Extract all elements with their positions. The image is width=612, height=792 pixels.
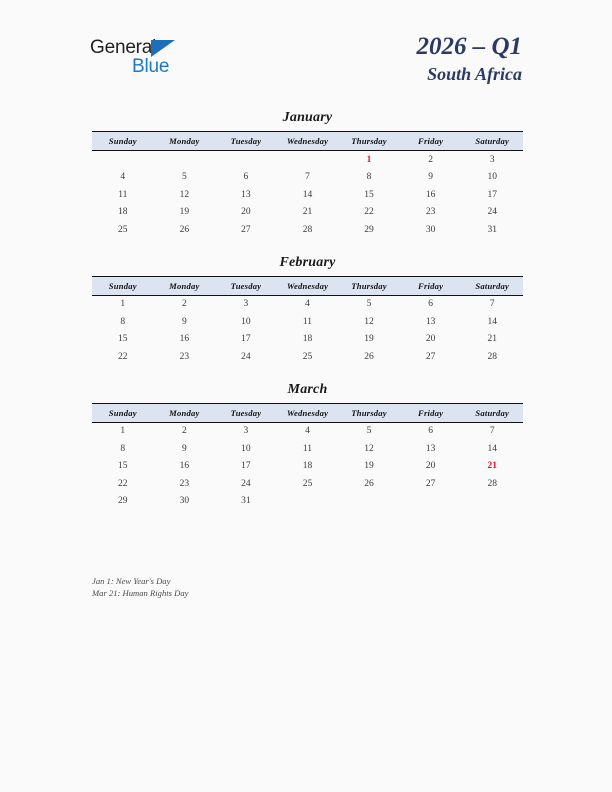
day-cell[interactable]: 14 [487,443,497,454]
day-cell[interactable]: 6 [428,426,433,437]
day-cell[interactable]: 27 [241,224,251,235]
day-cell[interactable]: 9 [428,172,433,183]
weekday-header-wednesday: Wednesday [277,132,339,151]
month-table [92,131,523,239]
holiday-note: Jan 1: New Year's Day [92,576,171,586]
week-row [92,169,523,187]
holiday-note: Mar 21: Human Rights Day [92,588,189,598]
region-title: South Africa [427,64,522,84]
month-block [92,110,523,239]
day-cell[interactable]: 18 [118,207,128,218]
month-name: February [279,254,336,270]
day-cell[interactable]: 19 [364,334,374,345]
weekday-header-wednesday: Wednesday [277,276,339,295]
day-cell[interactable]: 12 [364,443,374,454]
day-cell[interactable]: 10 [241,443,251,454]
month-table [92,403,523,511]
day-cell[interactable]: 26 [179,224,190,235]
weekday-header-friday: Friday [400,276,462,295]
day-cell[interactable]: 11 [302,443,313,454]
week-row [92,221,523,239]
day-cell[interactable]: 25 [118,224,128,235]
month-name: March [287,381,328,397]
day-cell[interactable]: 18 [302,461,313,472]
day-cell[interactable]: 9 [181,443,187,454]
calendar-months [92,110,523,526]
day-cell[interactable]: 8 [120,443,126,454]
day-cell[interactable]: 11 [302,316,313,327]
month-name: January [282,110,333,125]
day-cell[interactable]: 7 [305,172,310,183]
day-cell[interactable]: 19 [364,461,374,472]
weekday-header-row [92,132,523,151]
day-cell[interactable]: 30 [425,224,436,235]
day-cell[interactable]: 29 [118,496,128,507]
weekday-header-saturday: Saturday [461,403,523,422]
day-cell[interactable]: 11 [118,189,128,200]
day-cell[interactable]: 8 [366,172,372,183]
day-cell[interactable]: 28 [302,224,313,235]
quarter-title: 2026 – Q1 [416,33,522,60]
day-cell-empty [277,493,339,511]
day-cell[interactable]: 5 [366,299,372,310]
weekday-header-friday: Friday [400,132,462,151]
day-cell[interactable]: 16 [179,334,190,345]
week-row [92,458,523,476]
day-cell[interactable]: 28 [487,478,497,489]
day-cell-holiday[interactable]: 21 [487,461,497,472]
day-cell[interactable]: 10 [487,172,497,183]
day-cell[interactable]: 3 [243,426,249,437]
weekday-header-monday: Monday [154,403,216,422]
week-row [92,422,523,440]
day-cell[interactable]: 25 [302,478,313,489]
day-cell[interactable]: 17 [241,334,251,345]
day-cell[interactable]: 7 [489,426,495,437]
day-cell[interactable]: 21 [302,207,313,218]
day-cell[interactable]: 20 [425,334,436,345]
weekday-header-sunday: Sunday [92,403,154,422]
day-cell[interactable]: 7 [489,299,495,310]
day-cell[interactable]: 3 [489,154,495,165]
weekday-header-saturday: Saturday [461,132,523,151]
weekday-header-thursday: Thursday [338,276,400,295]
week-row [92,151,523,169]
day-cell[interactable]: 15 [364,189,374,200]
logo-word-blue: Blue [132,56,170,77]
day-cell-empty [154,151,216,169]
weekday-header-row [92,276,523,295]
day-cell[interactable]: 24 [241,351,251,362]
day-cell[interactable]: 20 [425,461,436,472]
weekday-header-monday: Monday [154,276,216,295]
holiday-notes [92,575,492,599]
day-cell[interactable]: 22 [118,478,128,489]
weekday-header-tuesday: Tuesday [215,132,277,151]
weekday-header-tuesday: Tuesday [215,403,277,422]
day-cell[interactable]: 23 [179,478,190,489]
day-cell[interactable]: 31 [241,496,251,507]
weekday-header-sunday: Sunday [92,276,154,295]
month-block [92,382,523,511]
week-row [92,348,523,366]
logo-word-general: General [90,37,157,58]
week-row [92,186,523,204]
day-cell[interactable]: 22 [364,207,374,218]
day-cell[interactable]: 13 [425,316,436,327]
day-cell[interactable]: 28 [487,351,497,362]
triangle-right-icon [151,40,175,57]
weekday-header-sunday: Sunday [92,132,154,151]
weekday-header-friday: Friday [400,403,462,422]
day-cell-holiday[interactable]: 1 [366,154,372,165]
day-cell[interactable]: 25 [302,351,313,362]
day-cell[interactable]: 18 [302,334,313,345]
week-row [92,440,523,458]
general-blue-logo[interactable] [90,38,220,84]
day-cell[interactable]: 17 [241,461,251,472]
day-cell[interactable]: 20 [241,207,251,218]
day-cell[interactable]: 27 [425,351,436,362]
day-cell[interactable]: 1 [120,426,126,437]
week-row [92,313,523,331]
day-cell[interactable]: 4 [305,426,310,437]
day-cell[interactable]: 23 [179,351,190,362]
day-cell[interactable]: 24 [241,478,251,489]
day-cell-empty [461,493,523,511]
week-row [92,295,523,313]
week-row [92,204,523,222]
day-cell[interactable]: 16 [179,461,190,472]
day-cell[interactable]: 30 [179,496,190,507]
day-cell[interactable]: 19 [179,207,190,218]
page-title [416,32,522,86]
month-table [92,276,523,366]
weekday-header-thursday: Thursday [338,132,400,151]
day-cell[interactable]: 27 [425,478,436,489]
weekday-header-thursday: Thursday [338,403,400,422]
day-cell[interactable]: 4 [120,172,126,183]
day-cell[interactable]: 1 [120,299,126,310]
day-cell[interactable]: 23 [425,207,436,218]
day-cell[interactable]: 31 [487,224,497,235]
day-cell[interactable]: 3 [243,299,249,310]
weekday-header-monday: Monday [154,132,216,151]
day-cell[interactable]: 6 [428,299,433,310]
day-cell[interactable]: 29 [364,224,374,235]
month-block [92,255,523,366]
day-cell[interactable]: 26 [364,478,374,489]
day-cell[interactable]: 15 [118,461,128,472]
week-row [92,493,523,511]
day-cell[interactable]: 2 [428,154,433,165]
day-cell[interactable]: 14 [487,316,497,327]
weekday-header-row [92,403,523,422]
day-cell[interactable]: 4 [305,299,310,310]
day-cell-empty [400,493,462,511]
day-cell[interactable]: 26 [364,351,374,362]
day-cell[interactable]: 22 [118,351,128,362]
day-cell[interactable]: 6 [243,172,249,183]
day-cell[interactable]: 5 [366,426,372,437]
weekday-header-tuesday: Tuesday [215,276,277,295]
day-cell-empty [215,151,277,169]
week-row [92,331,523,349]
day-cell-empty [92,151,154,169]
day-cell[interactable]: 21 [487,334,497,345]
day-cell[interactable]: 9 [181,316,187,327]
weekday-header-wednesday: Wednesday [277,403,339,422]
day-cell[interactable]: 8 [120,316,126,327]
day-cell[interactable]: 13 [241,189,251,200]
day-cell[interactable]: 13 [425,443,436,454]
day-cell[interactable]: 14 [302,189,313,200]
day-cell[interactable]: 5 [181,172,187,183]
day-cell[interactable]: 15 [118,334,128,345]
week-row [92,475,523,493]
page-header [0,0,612,106]
day-cell[interactable]: 12 [364,316,374,327]
day-cell[interactable]: 24 [487,207,497,218]
day-cell[interactable]: 2 [181,299,187,310]
weekday-header-saturday: Saturday [461,276,523,295]
day-cell[interactable]: 12 [179,189,190,200]
day-cell-empty [277,151,339,169]
day-cell[interactable]: 16 [425,189,436,200]
day-cell[interactable]: 10 [241,316,251,327]
day-cell-empty [338,493,400,511]
day-cell[interactable]: 17 [487,189,497,200]
day-cell[interactable]: 2 [181,426,187,437]
